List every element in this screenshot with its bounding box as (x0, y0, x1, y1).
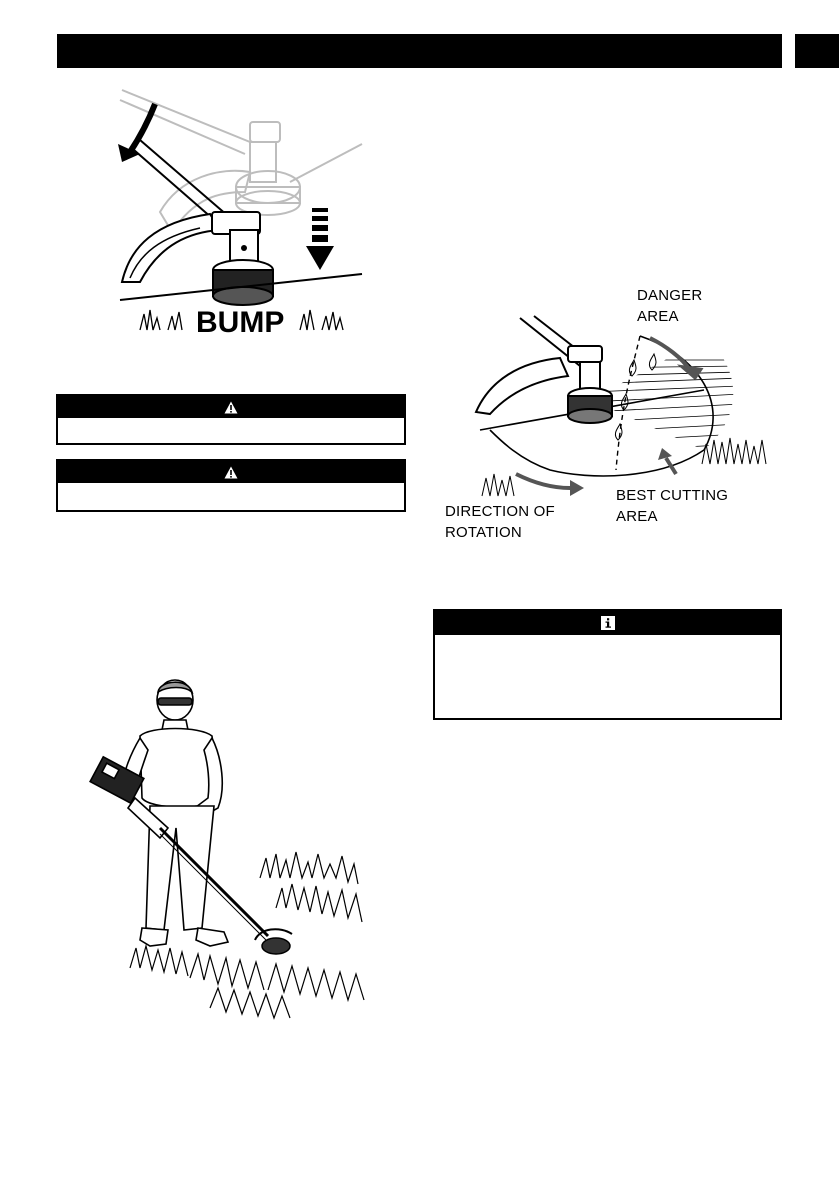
warning-triangle-icon (224, 466, 238, 479)
bump-text: BUMP (196, 306, 285, 336)
section-tab (795, 34, 839, 68)
header-bar (57, 34, 782, 68)
rotation-arrow-icon (650, 338, 706, 383)
bump-feed-figure (100, 82, 380, 336)
danger-area-label-line1: DANGER (637, 287, 703, 304)
pointer-arrow-icon (658, 448, 676, 474)
danger-area-label-line2: AREA (637, 308, 679, 325)
operator-figure (80, 678, 380, 1028)
warning-box-1 (56, 394, 406, 445)
best-cutting-area-label-line2: AREA (616, 508, 658, 525)
down-arrow-icon (306, 208, 334, 270)
warning-triangle-icon (224, 401, 238, 414)
best-cutting-area-label-line1: BEST CUTTING (616, 487, 729, 504)
direction-of-rotation-label-line2: ROTATION (445, 524, 522, 541)
warning-header (58, 461, 404, 483)
warning-box-2 (56, 459, 406, 512)
warning-header (58, 396, 404, 418)
rotation-arrow-icon (516, 474, 584, 496)
direction-of-rotation-label-line1: DIRECTION OF (445, 503, 555, 520)
info-icon (601, 616, 615, 630)
note-header (435, 611, 780, 635)
note-box (433, 609, 782, 720)
